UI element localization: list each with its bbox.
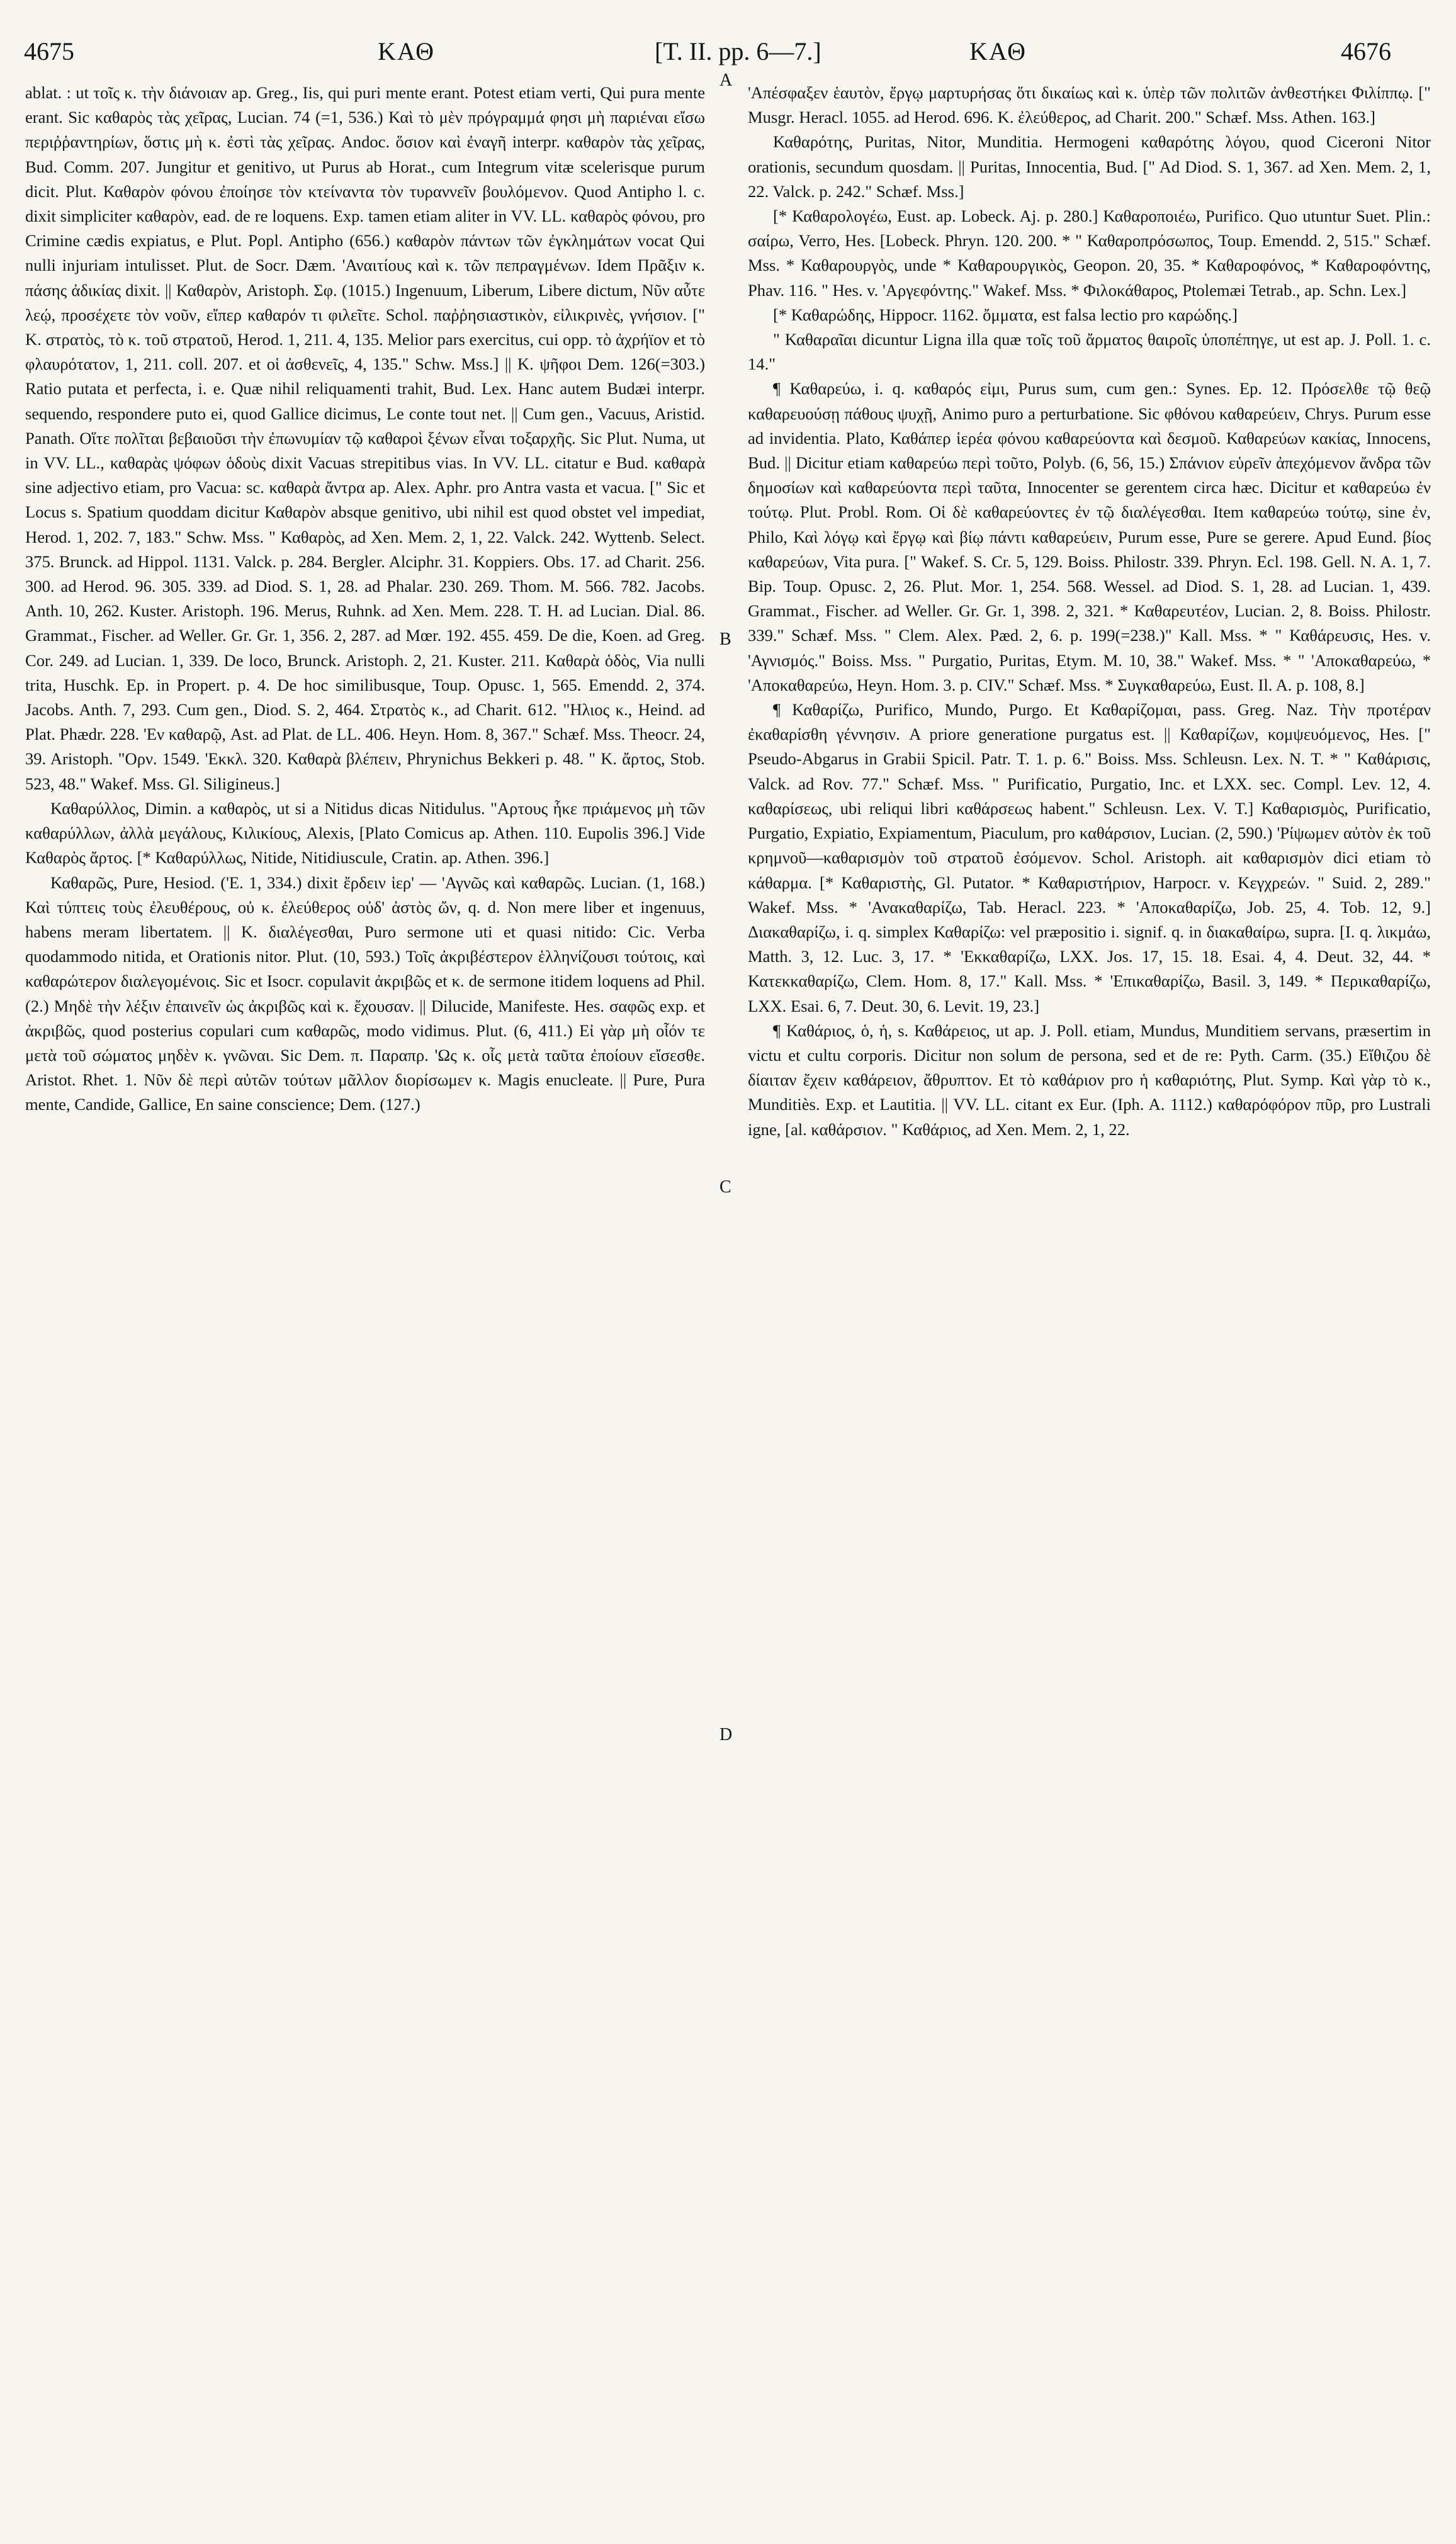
section-marker-c: C xyxy=(720,1177,731,1197)
left-column xyxy=(25,81,709,1117)
entry-katharopoieo: [* Καθαρολογέω, Eust. ap. Lobeck. Aj. p. 280.] Καθαροποιέω, Purifico. Quo utuntur Suet. Plin.: σαίρω, Verro, Hes. [Lobeck. Phryn. 120. 200. * " Καθαροπρόσωπος, Toup. Emendd. 2, 515." Schæf. Mss. * Καθαρουργὸς, unde * Καθαρουργικὸς, Geopon. 20, 35. * Καθαροφόνος, * Καθαροφόντης, Phav. 116. " Hes. v. 'Αργεφόντης." Wakef. Mss. * Φιλοκάθαρος, Ptolemæi Tetrab., ap. Schn. Lex.] xyxy=(748,206,1435,300)
entry-right-continued: 'Απέσφαξεν ἑαυτὸν, ἔργῳ μαρτυρήσας ὅτι δικαίως καὶ κ. ὑπὲρ τῶν πολιτῶν ἀνθεστήκει Φιλίππῳ. [" Musgr. Heracl. 1055. ad Herod. 696. Κ. ἐλεύθερος, ad Charit. 200." Schæf. Mss. Athen. 163.] xyxy=(748,83,1435,127)
section-marker-a: A xyxy=(720,71,733,90)
right-column xyxy=(748,81,1435,1142)
entry-katharaiai: " Καθαραῖαι dicuntur Ligna illa quæ τοῖς τοῦ ἄρματος θαιροῖς ὑποπέπηγε, ut est ap. J. Poll. 1. c. 14." xyxy=(748,330,1435,374)
entry-katharos-adverb: Καθαρῶς, Pure, Hesiod. ('E. 1, 334.) dixit ἔρδειν ἱερ' — 'Αγνῶς καὶ καθαρῶς. Lucian. (1, 168.) Καὶ τύπτεις τοὺς ἐλευθέρους, οὐ κ. ἐλεύθερος οὐδ' ἀστὸς ὤν, q. d. Non mere liber et ingenuus, habens meram libertatem. || Κ. διαλέγεσθαι, Puro sermone uti et quasi nitido: Cic. Verba quodammodo nitida, et Orationis nitor. Plut. (10, 593.) Τοῖς ἀκριβέστερον ἑλληνίζουσι τούτοις, καὶ καθαρώτερον διαλεγομένοις. Sic et Isocr. copulavit ἀκριβῶς et κ. de sermone itidem loquens ad Phil. (2.) Μηδὲ τὴν λέξιν ἐπαινεῖν ὡς ἀκριβῶς καὶ κ. ἔχουσαν. || Dilucide, Manifeste. Hes. σαφῶς exp. et ἀκριβῶς, quod posterius copulari cum καθαρῶς, modo vidimus. Plut. (6, 411.) Εἰ γὰρ μὴ οἷόν τε μετὰ τοῦ σώματος μηδὲν κ. γνῶναι. Sic Dem. π. Παραπρ. 'Ως κ. οἷς μετὰ ταῦτα ἐποίουν εἴσεσθε. Aristot. Rhet. 1. Νῦν δὲ περὶ αὐτῶν τούτων μᾶλλον διορίσωμεν κ. Magis enucleate. || Pure, Pura mente, Candide, Gallice, En saine conscience; Dem. (127.) xyxy=(25,873,709,1114)
headword-left: ΚΑΘ xyxy=(378,37,436,65)
section-marker-d: D xyxy=(720,1725,733,1744)
entry-kathareuo: ¶ Καθαρεύω, i. q. καθαρός εἰμι, Purus sum, cum gen.: Synes. Ep. 12. Πρόσελθε τῷ θεῷ καθαρευούσῃ πάθους ψυχῇ, Animo puro a perturbatione. Sic φθόνου καθαρεύειν, Chrys. Purum esse ad invidentia. Plato, Καθάπερ ἱερέα φόνου καθαρεύοντα καὶ δεσμοῦ. Καθαρεύων κακίας, Innocens, Bud. || Dicitur etiam καθαρεύω περὶ τοῦτο, Polyb. (6, 56, 15.) Σπάνιον εὑρεῖν ἀπεχόμενον ἄνδρα τῶν δημοσίων καὶ καθαρεύοντα περὶ ταῦτα, Innocenter se gerentem circa hæc. Dicitur et καθαρεύω ἐν τούτῳ. Plut. Probl. Rom. Οἱ δὲ καθαρεύοντες ἐν τῷ διαλέγεσθαι. Item καθαρεύω τούτῳ, sine ἐν, Philo, Καὶ λόγῳ καὶ ἔργῳ καὶ βίῳ πάντι καθαρεύειν, Purum esse, Pure se gerere. Apud Eund. βίος καθαρεύων, Vita pura. [" Wakef. S. Cr. 5, 129. Boiss. Philostr. 339. Phryn. Ecl. 198. Gell. N. A. 1, 7. Bip. Toup. Opusc. 2, 26. Plut. Mor. 1, 254. 568. Wessel. ad Diod. S. 1, 28. ad Lucian. 1, 439. Grammat., Fischer. ad Weller. Gr. Gr. 1, 398. 2, 321. * Καθαρευτέον, Lucian. 2, 8. Boiss. Philostr. 339." Schæf. Mss. " Clem. Alex. Pæd. 2, 6. p. 199(=238.)" Kall. Mss. * " Καθάρευσις, Hes. v. 'Αγνισμός." Boiss. Mss. " Purgatio, Puritas, Etym. M. 10, 38." Wakef. Mss. * " 'Αποκαθαρεύω, * 'Αποκαθαρεύω, Heyn. Hom. 3. p. CIV." Schæf. Mss. * Συγκαθαρεύω, Eust. Il. A. p. 108, 8.] xyxy=(748,379,1435,694)
page-number-left: 4675 xyxy=(24,37,74,65)
headword-right: ΚΑΘ xyxy=(969,37,1027,65)
entry-katharios: ¶ Καθάριος, ὁ, ἡ, s. Καθάρειος, ut ap. J. Poll. etiam, Mundus, Munditiem servans, præsertim in victu et cultu corporis. Dicitur non solum de persona, sed et de re: Pyth. Carm. (35.) Εἴθιζου δὲ δίαιταν ἔχειν καθάρειον, ἄθρυπτον. Et τὸ καθάριον pro ἡ καθαριότης, Plut. Symp. Καὶ γὰρ τὸ κ., Munditiès. Exp. et Lautitia. || VV. LL. citant ex Eur. (Iph. A. 1112.) καθαρόφόρον πῦρ, pro Lustrali igne, [al. καθάρσιον. " Καθάριος, ad Xen. Mem. 2, 1, 22. xyxy=(748,1020,1435,1139)
volume-reference: [T. II. pp. 6—7.] xyxy=(655,37,821,65)
section-marker-b: B xyxy=(720,630,731,649)
entry-katharodes: [* Καθαρώδης, Hippocr. 1162. ὄμματα, est falsa lectio pro καρώδης.] xyxy=(773,305,1238,324)
page-number-right: 4676 xyxy=(1341,37,1391,65)
entry-katharos-continued: ablat. : ut τοῖς κ. τὴν διάνοιαν ap. Greg., Iis, qui puri mente erant. Potest etiam verti, Qui pura mente erant. Sic καθαρὸς τὰς χεῖρας, Lucian. 74 (=1, 536.) Καὶ τὸ μὲν πρόγραμμά φησι μὴ παριέναι εἴσω περιῤῥαντηρίων, ὅστις μὴ κ. ἐστὶ τὰς χεῖρας. Andoc. ὅσιον καὶ ἐναγῆ interpr. καθαρὸν τὰς χεῖρας, Bud. Comm. 207. Jungitur et genitivo, ut Purus ab Horat., cum Integrum vitæ scelerisque purum dicit. Plut. Καθαρὸν φόνου ἐποίησε τὸν κτείναντα τὸν τυραννεῖν βουλόμενον. Quod Antipho l. c. dixit simpliciter καθαρὸν, ead. de re loquens. Exp. tamen etiam aliter in VV. LL. καθαρὸς φόνου, pro Crimine cædis expiatus, e Plut. Popl. Antipho (656.) καθαρὸν πάντων τῶν ἐγκλημάτων vocat Qui nulli injuriam intulisset. Plut. de Socr. Dæm. 'Αναιτίους καὶ κ. τῶν πεπραγμένων. Idem Πρᾶξιν κ. πάσης ἀδικίας dixit. || Καθαρὸν, Aristoph. Σφ. (1015.) Ingenuum, Liberum, Libere dictum, Νῦν αὖτε λεῴ, προσέχετε τὸν νοῦν, εἴπερ καθαρόν τι φιλεῖτε. Schol. παῤῥησιαστικὸν, εἰλικρινὲς, γνήσιον. [" Κ. στρατὸς, τὸ κ. τοῦ στρατοῦ, Herod. 1, 211. 4, 135. Melior pars exercitus, cui opp. τὸ ἀχρήϊον et τὸ φλαυρότατον, 1, 211. coll. 207. et οἱ ἀσθενεῖς, 4, 135." Schw. Mss.] || Κ. ψῆφοι Dem. 126(=303.) Ratio putata et perfecta, i. e. Quæ nihil reliquamenti trahit, Bud. Lex. Hanc autem Budæi interpr. sequendo, respondere puto ei, quod Gallice dicimus, Le conte tout net. || Cum gen., Vacuus, Aristid. Panath. Οἵτε πολῖται βεβαιοῦσι τὴν ἐπωνυμίαν τῷ καθαροὶ ξένων εἶναι τοξαρχῆς. Sic Plut. Numa, ut in VV. LL., καθαρὰς ψόφων ὁδοὺς dixit Vacuas strepitibus vias. In VV. LL. citatur e Bud. καθαρὰ sine adjectivo etiam, pro Vacua: sc. καθαρὰ ἄντρα ap. Alex. Aphr. pro Antra vasta et vacua. [" Sic et Locus s. Spatium quoddam dicitur Καθαρὸν absque genitivo, ubi nihil est quod obstet vel impediat, Herod. 1, 202. 7, 183." Schw. Mss. " Καθαρὸς, ad Xen. Mem. 2, 1, 22. Valck. 242. Wyttenb. Select. 375. Brunck. ad Hippol. 1131. Valck. p. 284. Bergler. Alciphr. 31. Koppiers. Obs. 17. ad Charit. 256. 300. ad Herod. 96. 305. 339. ad Diod. S. 1, 28. ad Phalar. 230. 269. Thom. M. 566. 782. Jacobs. Anth. 10, 262. Kuster. Aristoph. 196. Merus, Ruhnk. ad Xen. Mem. 228. T. H. ad Lucian. Dial. 86. Grammat., Fischer. ad Weller. Gr. Gr. 1, 356. 2, 287. ad Mœr. 192. 455. 459. De die, Koen. ad Greg. Cor. 249. ad Lucian. 1, 339. De loco, Brunck. Aristoph. 2, 21. Kuster. 211. Καθαρὰ ὁδὸς, Via nulli trita, Huschk. Ep. in Propert. p. 4. De hoc similibusque, Toup. Opusc. 1, 565. Emendd. 2, 374. Jacobs. Anth. 7, 293. Cum gen., Diod. S. 2, 464. Στρατὸς κ., ad Charit. 612. "Ηλιος κ., Heind. ad Plat. Phædr. 228. 'Εν καθαρῷ, Ast. ad Plat. de LL. 406. Heyn. Hom. 8, 367." Schæf. Mss. Theocr. 24, 39. Aristoph. "Ορν. 1549. 'Εκκλ. 320. Καθαρὰ βλέπειν, Phrynichus Bekkeri p. 48. " Κ. ἄρτος, Stob. 523, 48." Wakef. Mss. Gl. Siligineus.] xyxy=(25,83,709,793)
entry-katharotes: Καθαρότης, Puritas, Nitor, Munditia. Hermogeni καθαρότης λόγου, quod Ciceroni Nitor orationis, secundum quosdam. || Puritas, Innocentia, Bud. [" Ad Diod. S. 1, 367. ad Xen. Mem. 2, 1, 22. Valck. p. 242." Schæf. Mss.] xyxy=(748,132,1435,201)
entry-katharizo: ¶ Καθαρίζω, Purifico, Mundo, Purgo. Et Καθαρίζομαι, pass. Greg. Naz. Τὴν προτέραν ἐκαθαρίσθη γέννησιν. A priore generatione purgatus est. || Καθαρίζων, κομψευόμενος, Hes. [" Pseudo-Abgarus in Grabii Spicil. Patr. T. 1. p. 6." Boiss. Mss. Schleusn. Lex. N. T. * " Καθάρισις, Valck. ad Rov. 77." Schæf. Mss. " Purificatio, Purgatio, Inc. et LXX. sec. Compl. Lev. 12, 4. καθαρίσεως, ubi reliqui libri καθάρσεως habent." Schleusn. Lex. V. T.] Καθαρισμὸς, Purificatio, Purgatio, Expiatio, Expiamentum, Piaculum, pro καθάρσιον, Lucian. (2, 590.) 'Ρίψωμεν αὐτὸν ἐκ τοῦ κρημνοῦ—καθαρισμὸν τοῦ στρατοῦ ἐσόμενον. Schol. Aristoph. ait καθαρισμὸν dici etiam τὸ κάθαρμα. [* Καθαριστὴς, Gl. Putator. * Καθαριστήριον, Harpocr. v. Κεγχρεών. " Suid. 2, 289." Wakef. Mss. * 'Ανακαθαρίζω, Tab. Heracl. 223. * 'Αποκαθαρίζω, Job. 25, 4. Tob. 12, 9.] Διακαθαρίζω, i. q. simplex Καθαρίζω: vel præpositio i. signif. q. in διακαθαίρω, supra. [I. q. λικμάω, Matth. 3, 12. Luc. 3, 17. * 'Εκκαθαρίζω, LXX. Jos. 17, 15. 18. Esai. 4, 4. Deut. 32, 44. * Κατεκκαθαρίζω, Clem. Hom. 8, 17." Kall. Mss. * 'Επικαθαρίζω, Basil. 3, 149. * Περικαθαρίζω, LXX. Esai. 6, 7. Deut. 30, 6. Levit. 19, 23.] xyxy=(748,700,1435,1015)
entry-katharyllos: Καθαρύλλος, Dimin. a καθαρὸς, ut si a Nitidus dicas Nitidulus. "Αρτους ἧκε πριάμενος μὴ τῶν καθαρύλλων, ἀλλὰ μεγάλους, Κιλικίους, Alexis, [Plato Comicus ap. Athen. 110. Eupolis 396.] Vide Καθαρὸς ἄρτος. [* Καθαρύλλως, Nitide, Nitidiuscule, Cratin. ap. Athen. 396.] xyxy=(25,798,709,868)
